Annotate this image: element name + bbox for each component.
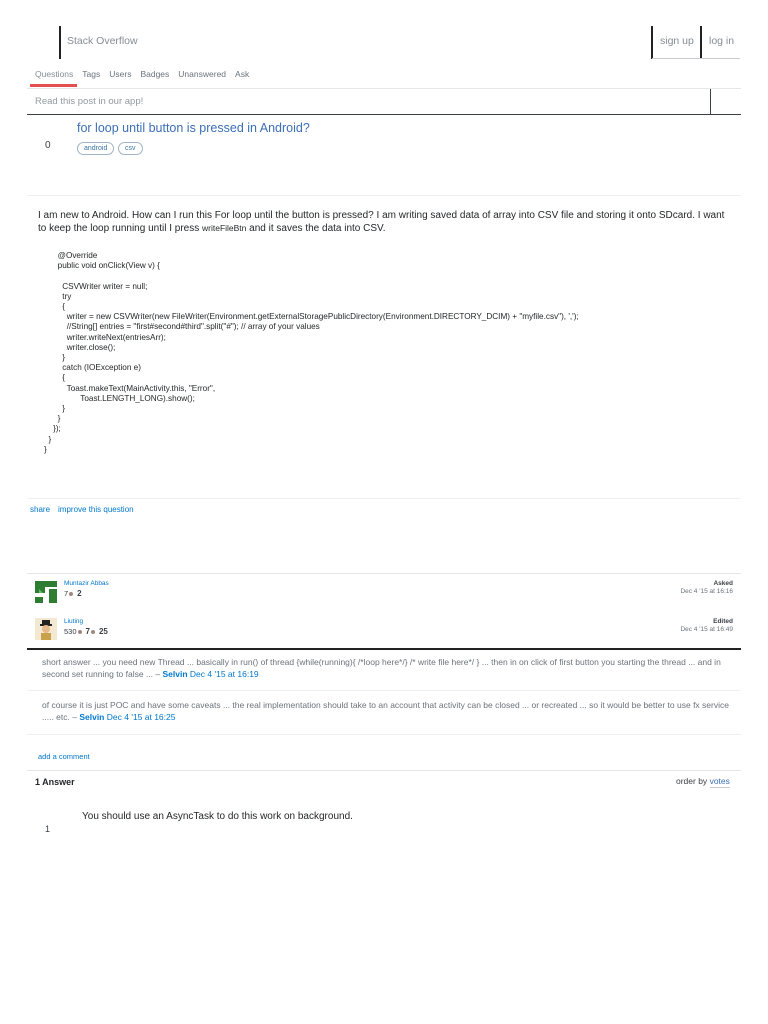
nav-tags[interactable]: Tags <box>82 69 101 79</box>
comment-user[interactable]: Selvin <box>162 668 188 679</box>
sign-up-button[interactable] <box>651 26 701 59</box>
asker-badge-count: 2 <box>77 589 82 598</box>
editor-reputation <box>64 627 108 636</box>
comment <box>42 700 732 723</box>
tag-csv[interactable]: csv <box>118 142 143 155</box>
question-text: I am new to Android. How can I run this For loop until the button is pressed? I am writing saved data of array into CSV file and storing it onto SDcard. I want to keep the loop running until I press <box>38 210 725 234</box>
asker-avatar[interactable] <box>35 581 57 603</box>
asker-reputation <box>64 589 82 598</box>
sign-up-label: sign up <box>660 35 694 47</box>
header-divider <box>652 58 740 59</box>
log-in-label: log in <box>709 35 735 47</box>
editor-avatar[interactable] <box>35 618 57 640</box>
asked-label: Asked <box>713 580 733 587</box>
nav-users[interactable]: Users <box>109 69 132 79</box>
comment-date[interactable]: Dec 4 '15 at 16:19 <box>189 668 259 679</box>
nav-questions[interactable]: Questions <box>35 69 74 79</box>
answers-top-border <box>27 770 741 771</box>
site-logo[interactable]: Stack Overflow <box>67 35 138 47</box>
bronze-badge-icon <box>78 630 82 634</box>
app-banner-link[interactable]: Read this post in our app! <box>35 96 144 107</box>
asker-rep-value: 7 <box>64 589 69 598</box>
question-body <box>38 209 728 235</box>
code-block: @Override public void onClick(View v) { CSVWriter writer = null; try { writer = new CSVWriter(new FileWriter(Environment.getExternalStoragePublicDirectory(Environment.DIRECTORY_DCIM) + "myfile.csv"), ','); //String[] entries = "first#second#third".split("#"); // array of your values writer.writeNext(entriesArr); writer.close(); } catch (IOException e) { Toast.makeText(MainActivity.this, "Error", Toast.LENGTH_LONG).show(); } } }); } } <box>44 251 579 454</box>
order-by-votes-select[interactable]: votes <box>709 776 730 786</box>
divider <box>27 573 741 574</box>
nav-badges[interactable]: Badges <box>140 69 170 79</box>
question-vote-count: 0 <box>45 140 51 151</box>
share-link[interactable]: share <box>30 505 51 514</box>
nav-ask[interactable]: Ask <box>235 69 250 79</box>
comment-divider <box>27 734 741 735</box>
banner-top-border <box>27 88 741 89</box>
banner-divider <box>710 89 711 114</box>
question-title[interactable]: for loop until button is pressed in Android? <box>77 121 310 135</box>
comment-user[interactable]: Selvin <box>79 711 105 722</box>
post-actions <box>30 505 142 514</box>
edited-label: Edited <box>713 618 733 625</box>
bronze-badge-icon <box>91 630 95 634</box>
editor-rep-value: 530 <box>64 627 77 636</box>
bronze-badge-icon <box>69 592 73 596</box>
asked-date: Dec 4 '15 at 16:16 <box>680 588 733 595</box>
improve-question-link[interactable]: improve this question <box>58 505 134 514</box>
answers-count: 1 Answer <box>35 777 75 787</box>
comment-text: short answer ... you need new Thread ... basically in run() of thread {while(running){ /*loop here*/} /* write file here*/ } ... then in on click of first button you starting the thread ... and in second set running to false ... – <box>42 657 721 679</box>
banner-bottom-border <box>27 114 741 115</box>
comment-text: of course it is just POC and have some caveats ... the real implementation should take to an account that activity can be closed ... or recreated ... so it would be better to use fx service ..... etc. – <box>42 700 729 722</box>
divider <box>27 498 741 499</box>
nav-unanswered[interactable]: Unanswered <box>178 69 227 79</box>
divider <box>27 195 741 196</box>
answer-vote-count: 1 <box>45 824 51 834</box>
brand-divider <box>59 26 61 59</box>
nav-active-indicator <box>30 84 77 87</box>
add-comment-link[interactable]: add a comment <box>38 752 90 761</box>
asker-name[interactable]: Muntazir Abbas <box>64 580 109 587</box>
editor-silver-count: 7 <box>85 627 90 636</box>
main-nav <box>35 69 258 79</box>
comment-divider <box>27 690 741 691</box>
comments-top-border <box>27 648 741 650</box>
edited-date: Dec 4 '15 at 16:49 <box>680 626 733 633</box>
tag-android[interactable]: android <box>77 142 114 155</box>
answer-sort <box>676 776 730 786</box>
answer-body: You should use an AsyncTask to do this work on background. <box>82 811 353 822</box>
log-in-button[interactable] <box>700 26 741 59</box>
comment-date[interactable]: Dec 4 '15 at 16:25 <box>106 711 176 722</box>
question-text-end: and it saves the data into CSV. <box>246 223 386 234</box>
order-by-label: order by <box>676 776 708 786</box>
editor-name[interactable]: Liuting <box>64 618 84 625</box>
comment <box>42 657 732 680</box>
editor-bronze-count: 25 <box>98 627 108 636</box>
inline-code: writeFileBtn <box>202 223 247 233</box>
